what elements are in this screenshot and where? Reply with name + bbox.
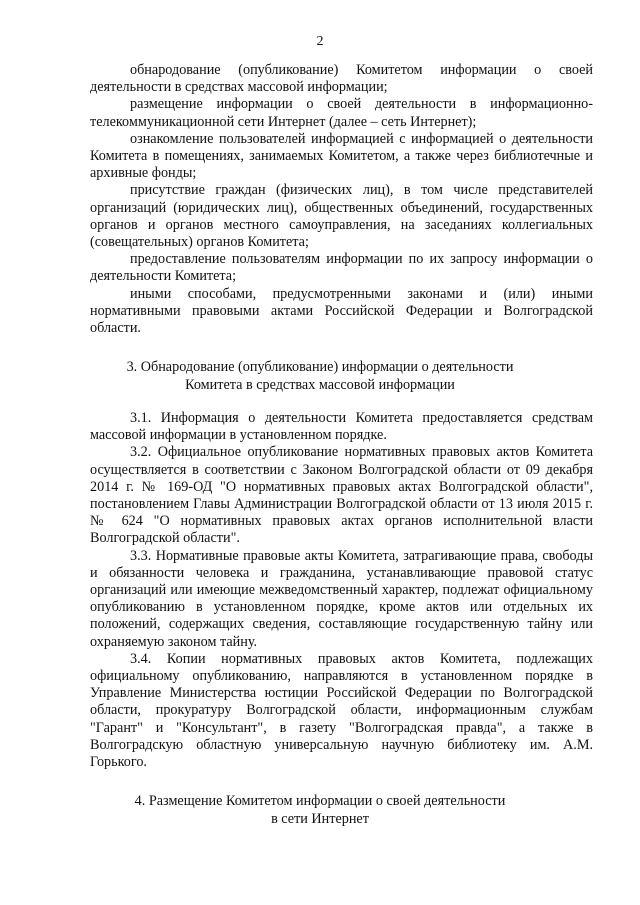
section-4-title-line1: 4. Размещение Комитетом информации о своей деятельности [134,793,506,809]
paragraph-3-3: 3.3. Нормативные правовые акты Комитета, затрагивающие права, свободы и обязанности человека и гражданина, устанавливающие правовой статус организаций или имеющие межведомственный характер, подлежат официальному опубликованию в установленном порядке, кроме актов или отдельных их положений, содержащих сведения, составляющие государственную тайну или охраняемую законом тайну. [90,547,593,650]
list-item: присутствие граждан (физических лиц), в том числе представителей организаций (юридических лиц), общественных объединений, государственных органов и органов местного самоуправления, на заседаниях коллегиальных (совещательных) органов Комитета; [90,182,593,251]
section-4-heading [0,792,640,828]
section-3-body [90,410,593,771]
paragraph-3-2: 3.2. Официальное опубликование нормативных правовых актов Комитета осуществляется в соответствии с Законом Волгоградской области от 09 декабря 2014 г. № 169-ОД "О нормативных правовых актах Волгоградской области", постановлением Главы Администрации Волгоградской области от 13 июля 2015 г. № 624 "О нормативных правовых актах органов исполнительной власти Волгоградской области". [90,444,593,547]
section-3-heading [0,358,640,394]
paragraph-3-1: 3.1. Информация о деятельности Комитета предоставляется средствам массовой информации в установленном порядке. [90,410,593,444]
paragraph-3-4: 3.4. Копии нормативных правовых актов Комитета, подлежащих официальному опубликованию, направляются в установленном порядке в Управление Министерства юстиции Российской Федерации по Волгоградской области, прокуратуру Волгоградской области, информационным службам "Гарант" и "Консультант", в газету "Волгоградская правда", а также в Волгоградскую областную универсальную научную библиотеку им. А.М. Горького. [90,650,593,771]
list-item: ознакомление пользователей информацией с информацией о деятельности Комитета в помещениях, занимаемых Комитетом, а также через библиотечные и архивные фонды; [90,130,593,182]
page-number: 2 [316,34,324,49]
list-item: иными способами, предусмотренными законами и (или) иными нормативными правовыми актами Российской Федерации и Волгоградской области. [90,285,593,337]
section-3-title-line2: Комитета в средствах массовой информации [185,377,455,393]
section-4-title-line2: в сети Интернет [271,811,369,827]
list-item: размещение информации о своей деятельности в информационно-телекоммуникационной сети Интернет (далее – сеть Интернет); [90,96,593,130]
list-block [90,62,593,337]
section-3-title-line1: 3. Обнародование (опубликование) информации о деятельности [126,359,514,375]
list-item: предоставление пользователям информации по их запросу информации о деятельности Комитета; [90,251,593,285]
list-item: обнародование (опубликование) Комитетом информации о своей деятельности в средствах массовой информации; [90,62,593,96]
